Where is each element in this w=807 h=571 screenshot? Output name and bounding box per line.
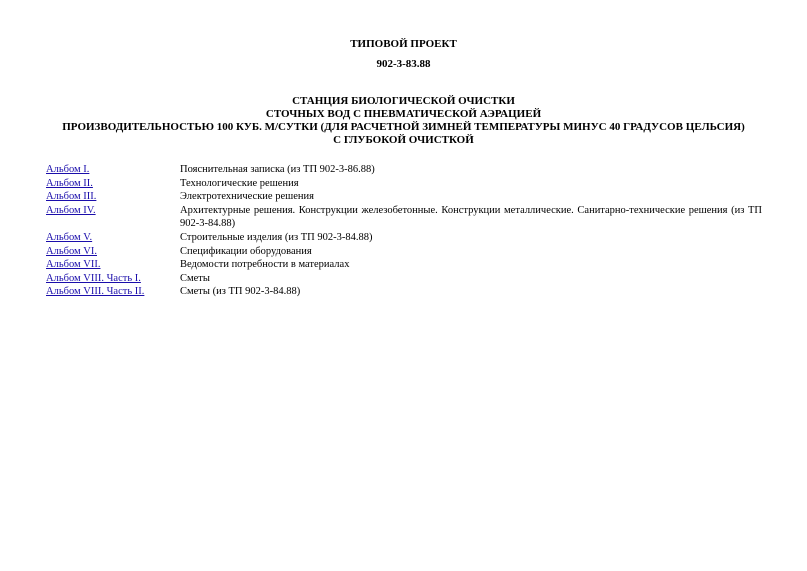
doc-type-heading: ТИПОВОЙ ПРОЕКТ: [350, 38, 457, 50]
album-row: [46, 231, 762, 245]
album-row: [46, 177, 762, 191]
album-row: [46, 258, 762, 272]
album-row: [46, 204, 762, 231]
album-description: Сметы: [180, 272, 210, 284]
album-row: [46, 163, 762, 177]
album-description: Сметы (из ТП 902-3-84.88): [180, 286, 301, 298]
project-title: [60, 95, 747, 147]
title-line-3: ПРОИЗВОДИТЕЛЬНОСТЬЮ 100 КУБ. М/СУТКИ (ДЛЯ РАСЧЕТНОЙ ЗИМНЕЙ ТЕМПЕРАТУРЫ МИНУС 40 ГРАДУСОВ ЦЕЛЬСИЯ) С ГЛУБОКОЙ ОЧИСТКОЙ: [62, 121, 745, 146]
album-description: Ведомости потребности в материалах: [180, 259, 350, 271]
title-line-1: СТАНЦИЯ БИОЛОГИЧЕСКОЙ ОЧИСТКИ: [292, 95, 515, 107]
album-row: [46, 285, 762, 299]
album-link[interactable]: Альбом V.: [46, 231, 93, 243]
album-description: Архитектурные решения. Конструкции железобетонные. Конструкции металлические. Санитарно-технические решения (из ТП 902-3-84.88): [180, 204, 762, 230]
album-description: Электротехнические решения: [180, 191, 314, 203]
album-link[interactable]: Альбом III.: [46, 191, 97, 203]
doc-number: 902-3-83.88: [376, 58, 431, 70]
title-line-2: СТОЧНЫХ ВОД С ПНЕВМАТИЧЕСКОЙ АЭРАЦИЕЙ: [265, 108, 542, 120]
album-link[interactable]: Альбом I.: [46, 164, 90, 175]
album-description: Пояснительная записка (из ТП 902-3-86.88): [180, 164, 375, 175]
album-link[interactable]: Альбом II.: [46, 177, 93, 189]
album-link[interactable]: Альбом VIII. Часть II.: [46, 286, 145, 298]
album-row: [46, 190, 762, 204]
album-link[interactable]: Альбом VII.: [46, 259, 101, 271]
album-list: [46, 163, 762, 299]
album-link[interactable]: Альбом VIII. Часть I.: [46, 272, 141, 284]
album-row: [46, 272, 762, 286]
album-link[interactable]: Альбом IV.: [46, 204, 96, 216]
album-description: Технологические решения: [180, 177, 299, 189]
album-link[interactable]: Альбом VI.: [46, 245, 97, 257]
album-description: Спецификации оборудования: [180, 245, 312, 257]
album-description: Строительные изделия (из ТП 902-3-84.88): [180, 231, 373, 243]
album-row: [46, 245, 762, 259]
